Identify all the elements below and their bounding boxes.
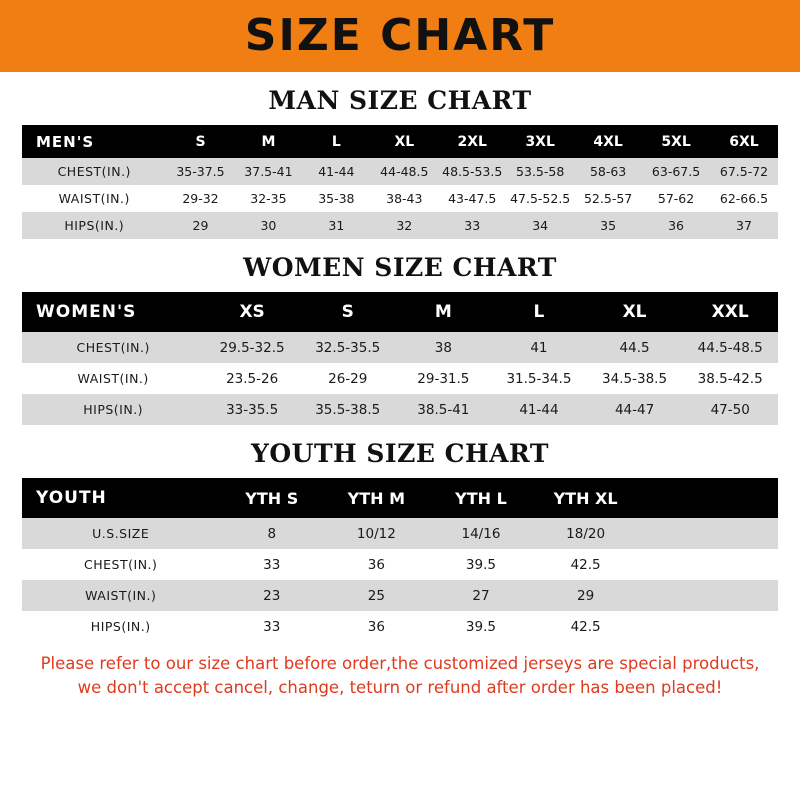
section-man <box>22 86 778 239</box>
cell: 41-44 <box>302 158 370 185</box>
footer-note-line1: Please refer to our size chart before order,the customized jerseys are special products, <box>40 654 760 673</box>
column-header: XL <box>370 125 438 158</box>
cell: 23 <box>219 580 324 611</box>
column-header: S <box>167 125 235 158</box>
cell: 53.5-58 <box>506 158 574 185</box>
header-banner <box>0 0 800 72</box>
cell: 42.5 <box>533 549 638 580</box>
column-header: YTH L <box>429 478 534 518</box>
cell: 38 <box>396 332 492 363</box>
cell: 62-66.5 <box>710 185 778 212</box>
cell: 42.5 <box>533 611 638 642</box>
cell: 36 <box>642 212 710 239</box>
table-header-row <box>22 292 778 332</box>
table-youth <box>22 478 778 642</box>
column-header: YTH S <box>219 478 324 518</box>
row-label: U.S.SIZE <box>22 518 219 549</box>
cell: 26-29 <box>300 363 396 394</box>
cell: 25 <box>324 580 429 611</box>
cell: 29 <box>533 580 638 611</box>
page-title: SIZE CHART <box>244 10 556 61</box>
cell: 38-43 <box>370 185 438 212</box>
column-header: 3XL <box>506 125 574 158</box>
row-label: WAIST(IN.) <box>22 363 204 394</box>
cell: 37 <box>710 212 778 239</box>
cell: 18/20 <box>533 518 638 549</box>
cell: 8 <box>219 518 324 549</box>
section-women <box>22 253 778 425</box>
table-man-head <box>22 125 778 158</box>
table-header-row <box>22 125 778 158</box>
cell: 32-35 <box>234 185 302 212</box>
cell: 38.5-42.5 <box>682 363 778 394</box>
cell: 14/16 <box>429 518 534 549</box>
cell: 57-62 <box>642 185 710 212</box>
cell: 31.5-34.5 <box>491 363 587 394</box>
cell: 41 <box>491 332 587 363</box>
cell: 44-47 <box>587 394 683 425</box>
table-row <box>22 185 778 212</box>
row-label: HIPS(IN.) <box>22 611 219 642</box>
row-label: CHEST(IN.) <box>22 332 204 363</box>
chart-content <box>0 72 800 800</box>
table-women <box>22 292 778 425</box>
cell: 44.5-48.5 <box>682 332 778 363</box>
column-header: 5XL <box>642 125 710 158</box>
table-row <box>22 611 778 642</box>
table-youth-body <box>22 518 778 642</box>
column-header-spacer <box>638 478 778 518</box>
table-row <box>22 394 778 425</box>
table-row <box>22 212 778 239</box>
cell: 29-32 <box>167 185 235 212</box>
cell: 29 <box>167 212 235 239</box>
cell: 33 <box>219 549 324 580</box>
cell: 23.5-26 <box>204 363 300 394</box>
cell: 48.5-53.5 <box>438 158 506 185</box>
cell-spacer <box>638 580 778 611</box>
cell: 35-37.5 <box>167 158 235 185</box>
table-row <box>22 518 778 549</box>
row-label: HIPS(IN.) <box>22 212 167 239</box>
section-youth <box>22 439 778 642</box>
cell: 29-31.5 <box>396 363 492 394</box>
cell: 58-63 <box>574 158 642 185</box>
cell: 35.5-38.5 <box>300 394 396 425</box>
cell: 35 <box>574 212 642 239</box>
column-header: M <box>234 125 302 158</box>
column-header: L <box>491 292 587 332</box>
column-header: YTH M <box>324 478 429 518</box>
cell: 33 <box>219 611 324 642</box>
row-label: WAIST(IN.) <box>22 185 167 212</box>
row-label: HIPS(IN.) <box>22 394 204 425</box>
cell-spacer <box>638 518 778 549</box>
table-youth-corner: YOUTH <box>22 478 219 518</box>
cell: 36 <box>324 611 429 642</box>
cell: 35-38 <box>302 185 370 212</box>
cell: 33-35.5 <box>204 394 300 425</box>
column-header: XL <box>587 292 683 332</box>
cell: 41-44 <box>491 394 587 425</box>
cell-spacer <box>638 611 778 642</box>
column-header: L <box>302 125 370 158</box>
cell: 52.5-57 <box>574 185 642 212</box>
cell: 44.5 <box>587 332 683 363</box>
cell: 38.5-41 <box>396 394 492 425</box>
cell: 39.5 <box>429 549 534 580</box>
cell-spacer <box>638 549 778 580</box>
cell: 63-67.5 <box>642 158 710 185</box>
table-man <box>22 125 778 239</box>
table-header-row <box>22 478 778 518</box>
cell: 39.5 <box>429 611 534 642</box>
table-man-body <box>22 158 778 239</box>
cell: 44-48.5 <box>370 158 438 185</box>
cell: 10/12 <box>324 518 429 549</box>
column-header: 6XL <box>710 125 778 158</box>
column-header: S <box>300 292 396 332</box>
section-title-youth: YOUTH SIZE CHART <box>251 439 549 468</box>
footer-note-line2: we don't accept cancel, change, teturn or refund after order has been placed! <box>77 677 723 697</box>
column-header: M <box>396 292 492 332</box>
table-row <box>22 158 778 185</box>
footer-note <box>22 642 778 700</box>
column-header: XXL <box>682 292 778 332</box>
column-header: YTH XL <box>533 478 638 518</box>
cell: 47-50 <box>682 394 778 425</box>
column-header: 2XL <box>438 125 506 158</box>
cell: 27 <box>429 580 534 611</box>
table-row <box>22 332 778 363</box>
row-label: CHEST(IN.) <box>22 549 219 580</box>
column-header: 4XL <box>574 125 642 158</box>
cell: 30 <box>234 212 302 239</box>
cell: 32 <box>370 212 438 239</box>
row-label: CHEST(IN.) <box>22 158 167 185</box>
table-row <box>22 363 778 394</box>
cell: 29.5-32.5 <box>204 332 300 363</box>
table-women-corner: WOMEN'S <box>22 292 204 332</box>
cell: 34.5-38.5 <box>587 363 683 394</box>
table-women-head <box>22 292 778 332</box>
cell: 31 <box>302 212 370 239</box>
cell: 67.5-72 <box>710 158 778 185</box>
cell: 32.5-35.5 <box>300 332 396 363</box>
cell: 34 <box>506 212 574 239</box>
section-title-man: MAN SIZE CHART <box>268 86 532 115</box>
cell: 43-47.5 <box>438 185 506 212</box>
table-youth-head <box>22 478 778 518</box>
row-label: WAIST(IN.) <box>22 580 219 611</box>
cell: 47.5-52.5 <box>506 185 574 212</box>
column-header: XS <box>204 292 300 332</box>
cell: 33 <box>438 212 506 239</box>
cell: 36 <box>324 549 429 580</box>
cell: 37.5-41 <box>234 158 302 185</box>
section-title-women: WOMEN SIZE CHART <box>243 253 557 282</box>
table-women-body <box>22 332 778 425</box>
table-man-corner: MEN'S <box>22 125 167 158</box>
table-row <box>22 580 778 611</box>
table-row <box>22 549 778 580</box>
